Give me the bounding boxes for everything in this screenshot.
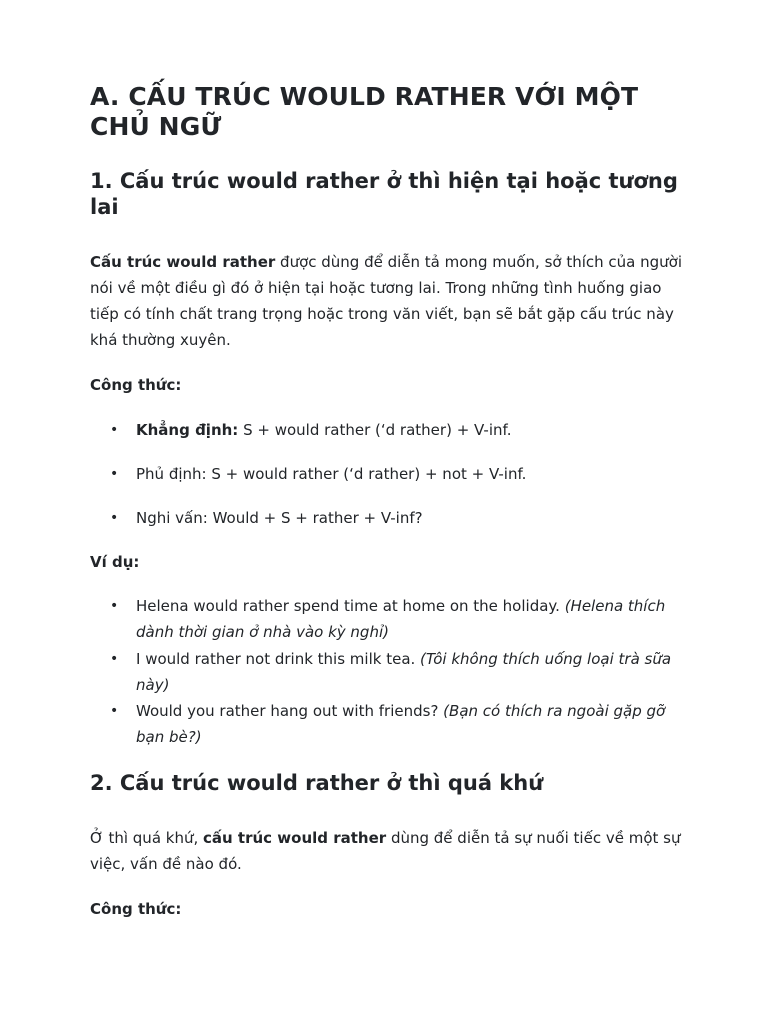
example-translation: (Bạn có thích ra ngoài gặp gỡ bạn bè?) [136, 702, 666, 746]
bullet-icon: • [110, 598, 119, 614]
example-translation: (Helena thích dành thời gian ở nhà vào kỳ nghỉ) [136, 597, 666, 641]
section-1-intro-text: được dùng để diễn tả mong muốn, sở thích của người nói về một điều gì đó ở hiện tại hoặc tương lai. Trong những tình huống giao tiếp có tính chất trang trọng hoặc trong văn viết, bạn sẽ bắt gặp cấu trúc này khá thường xuyên. [90, 253, 683, 349]
example-item [110, 646, 682, 698]
formula-affirmative-text: S + would rather (‘d rather) + V-inf. [238, 421, 512, 439]
formula-negative-text: Phủ định: S + would rather (‘d rather) + not + V-inf. [136, 465, 527, 483]
example-item [110, 698, 682, 750]
section-2-intro [90, 825, 682, 877]
section-2-intro-start: Ở thì quá khứ, [90, 829, 204, 847]
bullet-icon: • [110, 703, 119, 719]
bullet-icon: • [110, 510, 119, 526]
formula-negative [110, 461, 682, 487]
page-title: A. CẤU TRÚC WOULD RATHER VỚI MỘT CHỦ NGỮ [90, 82, 639, 141]
example-sentence: Would you rather hang out with friends? [136, 702, 444, 720]
section-1-heading: 1. Cấu trúc would rather ở thì hiện tại hoặc tương lai [90, 169, 678, 219]
bullet-icon: • [110, 466, 119, 482]
example-sentence: I would rather not drink this milk tea. [136, 650, 421, 668]
example-item [110, 593, 682, 645]
section-2-formula-label: Công thức: [90, 900, 182, 918]
bullet-icon: • [110, 651, 119, 667]
formula-affirmative [110, 417, 682, 443]
section-2-intro-text: dùng để diễn tả sự nuối tiếc về một sự việc, vấn đề nào đó. [90, 829, 681, 873]
section-1-formula-label: Công thức: [90, 376, 182, 394]
section-1-intro [90, 249, 682, 353]
example-sentence: Helena would rather spend time at home on the holiday. [136, 597, 565, 615]
example-translation: (Tôi không thích uống loại trà sữa này) [136, 650, 672, 694]
formula-question-text: Nghi vấn: Would + S + rather + V-inf? [136, 509, 423, 527]
section-1-intro-bold: Cấu trúc would rather [90, 253, 276, 271]
section-2-intro-bold: cấu trúc would rather [203, 829, 387, 847]
section-2-heading: 2. Cấu trúc would rather ở thì quá khứ [90, 771, 544, 795]
formula-affirmative-label: Khẳng định: [136, 421, 239, 439]
formula-question [110, 505, 682, 531]
section-1-example-label: Ví dụ: [90, 553, 140, 571]
bullet-icon: • [110, 422, 119, 438]
